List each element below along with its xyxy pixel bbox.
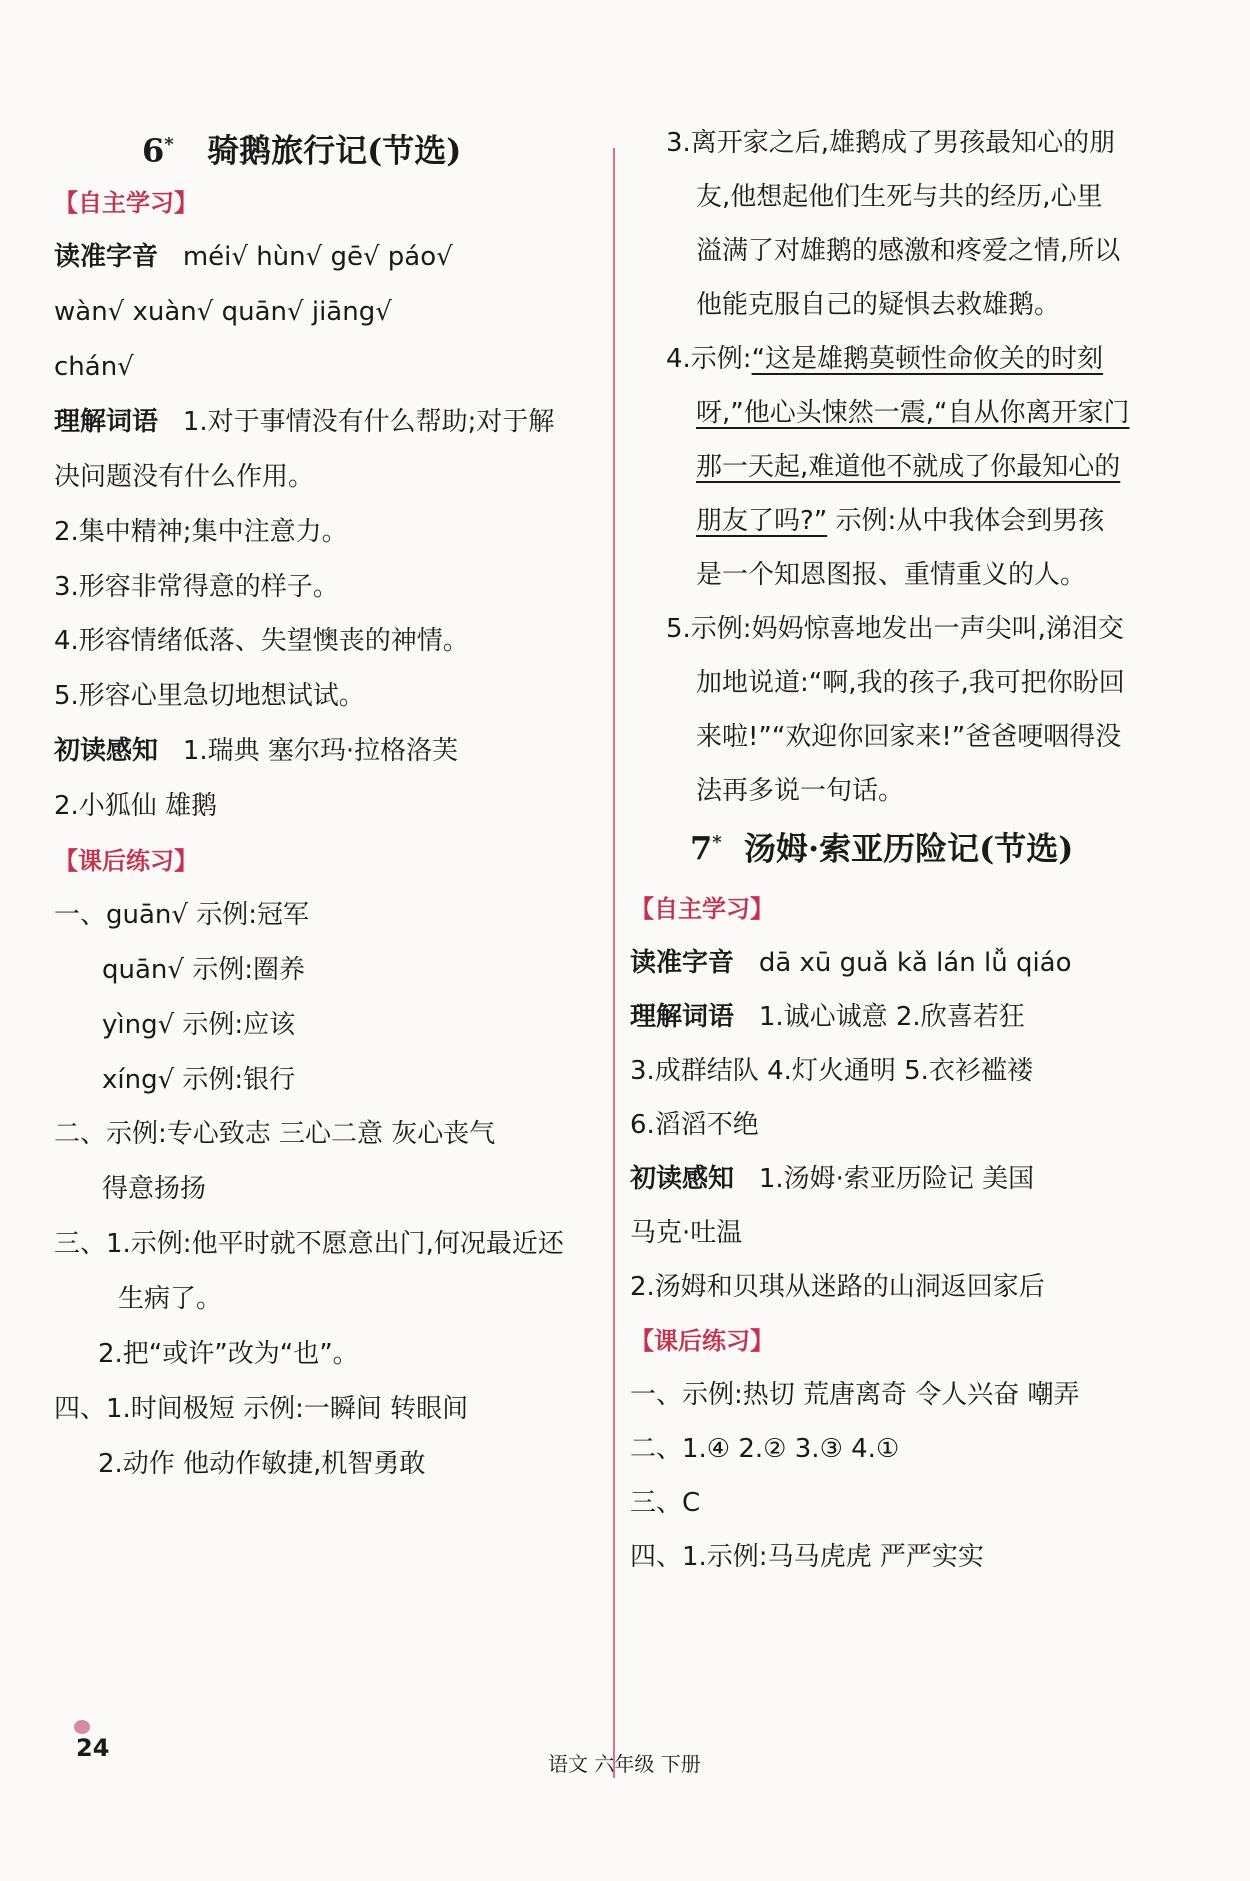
read-pronunciation-2: 读准字音 dā xū guǎ kǎ lán lǚ qiáo bbox=[630, 948, 1072, 978]
understand-words: 理解词语 1.对于事情没有什么帮助;对于解 bbox=[54, 407, 555, 437]
answer-5b: 加地说道:“啊,我的孩子,我可把你盼回 bbox=[696, 668, 1125, 698]
exercise-2b: 得意扬扬 bbox=[102, 1174, 207, 1204]
exercise-2a: 二、示例:专心致志 三心二意 灰心丧气 bbox=[54, 1119, 496, 1149]
understand-words-2: 2.集中精神;集中注意力。 bbox=[54, 517, 348, 547]
exercise-2-3: 三、C bbox=[630, 1488, 701, 1518]
understand-words-4: 4.形容情绪低落、失望懊丧的神情。 bbox=[54, 626, 469, 656]
answer-4e: 是一个知恩图报、重情重义的人。 bbox=[696, 560, 1087, 590]
exercise-1b: quān√ 示例:圈养 bbox=[102, 955, 305, 985]
read-pronunciation-line2: wàn√ xuàn√ quān√ jiāng√ bbox=[54, 297, 392, 327]
answer-5a: 5.示例:妈妈惊喜地发出一声尖叫,涕泪交 bbox=[666, 614, 1124, 644]
lesson-7-title: 7* 汤姆·索亚历险记(节选) bbox=[690, 829, 1074, 868]
section-tag-exercises: 【课后练习】 bbox=[54, 847, 198, 875]
answer-5d: 法再多说一句话。 bbox=[696, 776, 905, 806]
first-reading-2c: 2.汤姆和贝琪从迷路的山洞返回家后 bbox=[630, 1272, 1045, 1302]
page-number: 24 bbox=[76, 1734, 110, 1762]
first-reading: 初读感知 1.瑞典 塞尔玛·拉格洛芙 bbox=[54, 736, 459, 766]
read-pronunciation-line3: chán√ bbox=[54, 352, 134, 382]
exercise-1d: xíng√ 示例:银行 bbox=[102, 1065, 296, 1095]
lesson-6-title: 6* 骑鹅旅行记(节选) bbox=[142, 131, 462, 170]
answer-3d: 他能克服自己的疑惧去救雄鹅。 bbox=[696, 290, 1061, 320]
section-tag-exercises-2: 【课后练习】 bbox=[630, 1327, 774, 1355]
exercise-1c: yìng√ 示例:应该 bbox=[102, 1010, 296, 1040]
understand-words-2b: 3.成群结队 4.灯火通明 5.衣衫褴褛 bbox=[630, 1056, 1033, 1086]
read-pronunciation: 读准字音 méi√ hùn√ gē√ páo√ bbox=[54, 242, 453, 272]
answer-3c: 溢满了对雄鹅的感激和疼爱之情,所以 bbox=[696, 236, 1121, 266]
exercise-3a: 三、1.示例:他平时就不愿意出门,何况最近还 bbox=[54, 1229, 564, 1259]
understand-words-5: 5.形容心里急切地想试试。 bbox=[54, 681, 365, 711]
first-reading-2b: 马克·吐温 bbox=[630, 1218, 743, 1248]
exercise-2-2: 二、1.④ 2.② 3.③ 4.① bbox=[630, 1434, 900, 1464]
first-reading-2a: 初读感知 1.汤姆·索亚历险记 美国 bbox=[630, 1164, 1035, 1194]
footer-subject: 语文 六年级 下册 bbox=[548, 1752, 701, 1776]
answer-4b: 呀,”他心头悚然一震,“自从你离开家门 bbox=[696, 398, 1130, 428]
exercise-1a: 一、guān√ 示例:冠军 bbox=[54, 900, 309, 930]
answer-3b: 友,他想起他们生死与共的经历,心里 bbox=[696, 182, 1103, 212]
column-divider bbox=[613, 148, 615, 1778]
exercise-2-4: 四、1.示例:马马虎虎 严严实实 bbox=[630, 1542, 984, 1572]
understand-words-1b: 决问题没有什么作用。 bbox=[54, 462, 315, 492]
answer-4c: 那一天起,难道他不就成了你最知心的 bbox=[696, 452, 1121, 482]
answer-4a: 4.示例:“这是雄鹅莫顿性命攸关的时刻 bbox=[666, 344, 1104, 374]
understand-words-2a: 理解词语 1.诚心诚意 2.欣喜若狂 bbox=[630, 1002, 1025, 1032]
exercise-3b: 生病了。 bbox=[118, 1284, 223, 1314]
understand-words-3: 3.形容非常得意的样子。 bbox=[54, 572, 339, 602]
exercise-2-1: 一、示例:热切 荒唐离奇 令人兴奋 嘲弄 bbox=[630, 1380, 1080, 1410]
exercise-3c: 2.把“或许”改为“也”。 bbox=[98, 1339, 359, 1369]
page-logo-icon bbox=[74, 1720, 90, 1734]
answer-5c: 来啦!”“欢迎你回家来!”爸爸哽咽得没 bbox=[696, 722, 1122, 752]
section-tag-self-study: 【自主学习】 bbox=[54, 189, 198, 217]
answer-3a: 3.离开家之后,雄鹅成了男孩最知心的朋 bbox=[666, 128, 1116, 158]
exercise-4b: 2.动作 他动作敏捷,机智勇敢 bbox=[98, 1449, 426, 1479]
exercise-4a: 四、1.时间极短 示例:一瞬间 转眼间 bbox=[54, 1394, 469, 1424]
answer-4d: 朋友了吗?” 示例:从中我体会到男孩 bbox=[696, 506, 1105, 536]
section-tag-self-study-2: 【自主学习】 bbox=[630, 895, 774, 923]
understand-words-2c: 6.滔滔不绝 bbox=[630, 1110, 759, 1140]
first-reading-2: 2.小狐仙 雄鹅 bbox=[54, 791, 218, 821]
